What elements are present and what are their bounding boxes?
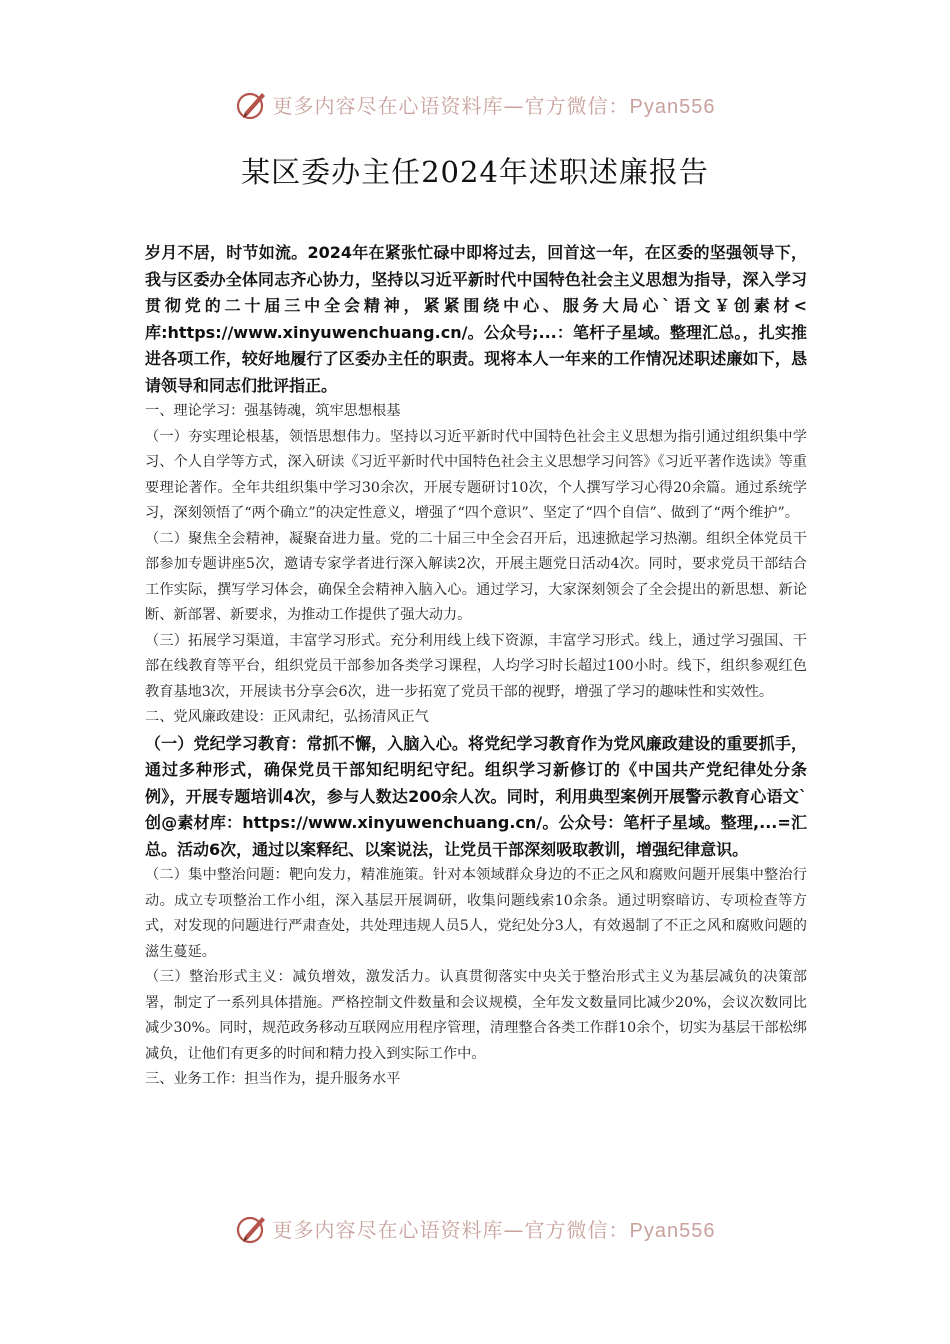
body-paragraph: （一）夯实理论根基，领悟思想伟力。坚持以习近平新时代中国特色社会主义思想为指引通过组织集中学习、个人自学等方式，深入研读《习近平新时代中国特色社会主义思想学习问答》《习近平著作选读》等重要理论著作。全年共组织集中学习30余次，开展专题研讨10次，个人撰写学习心得20余篇。通过系统学习，深刻领悟了“两个确立”的决定性意义，增强了“四个意识”、坚定了“四个自信”、做到了“两个维护”。 — [145, 428, 807, 521]
body-paragraph-bold: （一）党纪学习教育：常抓不懈，入脑入心。将党纪学习教育作为党风廉政建设的重要抓手，通过多种形式，确保党员干部知纪明纪守纪。组织学习新修订的《中国共产党纪律处分条例》，开展专题培训4次，参与人数达200余人次。同时，利用典型案例开展警示教育心语文`创@素材库：https://www.xinyuwenchuang.cn/。公众号：笔杆子星域。整理,...=汇总。活动6次，通过以案释纪、以案说法，让党员干部深刻吸取教训，增强纪律意识。 — [145, 733, 807, 859]
body-paragraph: （二）聚焦全会精神，凝聚奋进力量。党的二十届三中全会召开后，迅速掀起学习热潮。组织全体党员干部参加专题讲座5次，邀请专家学者进行深入解读2次，开展主题党日活动4次。同时，要求党员干部结合工作实际，撰写学习体会，确保全会精神入脑入心。通过学习，大家深刻领会了全会提出的新思想、新论断、新部署、新要求，为推动工作提供了强大动力。 — [145, 530, 807, 623]
body-paragraph: （三）拓展学习渠道，丰富学习形式。充分利用线上线下资源，丰富学习形式。线上，通过学习强国、干部在线教育等平台，组织党员干部参加各类学习课程，人均学习时长超过100小时。线下，组织参观红色教育基地3次，开展读书分享会6次，进一步拓宽了党员干部的视野，增强了学习的趣味性和实效性。 — [145, 632, 807, 700]
intro-paragraph: 岁月不居，时节如流。2024年在紧张忙碌中即将过去，回首这一年，在区委的坚强领导下，我与区委办全体同志齐心协力，坚持以习近平新时代中国特色社会主义思想为指导，深入学习贯彻党的二十届三中全会精神，紧紧围绕中心、服务大局心`语文￥创素材<库:https://www.xinyuwenchuang.cn/。公众号;...：笔杆子星域。整理汇总。，扎实推进各项工作，较好地履行了区委办主任的职责。现将本人一年来的工作情况述职述廉如下，恳请领导和同志们批评指正。 — [145, 243, 807, 395]
footer-banner — [0, 1208, 950, 1248]
section-heading: 三、业务工作：担当作为，提升服务水平 — [145, 1071, 401, 1087]
body-paragraph: （二）集中整治问题：靶向发力，精准施策。针对本领域群众身边的不正之风和腐败问题开展集中整治行动。成立专项整治工作小组，深入基层开展调研，收集问题线索10余条。通过明察暗访、专项检查等方式，对发现的问题进行严肃查处，共处理违规人员5人，党纪处分3人，有效遏制了不正之风和腐败问题的滋生蔓延。 — [145, 867, 807, 960]
pen-logo-icon — [235, 87, 269, 121]
header-banner — [0, 84, 950, 124]
section-heading: 二、党风廉政建设：正风肃纪，弘扬清风正气 — [145, 709, 429, 725]
body-paragraph: （三）整治形式主义：减负增效，激发活力。认真贯彻落实中央关于整治形式主义为基层减负的决策部署，制定了一系列具体措施。严格控制文件数量和会议规模，全年发文数量同比减少20%，会议次数同比减少30%。同时，规范政务移动互联网应用程序管理，清理整合各类工作群10余个，切实为基层干部松绑减负，让他们有更多的时间和精力投入到实际工作中。 — [145, 969, 807, 1062]
banner-text: 更多内容尽在心语资料库—官方微信：Pyan556 — [272, 1217, 716, 1242]
section-heading: 一、理论学习：强基铸魂，筑牢思想根基 — [145, 403, 401, 419]
document-body — [145, 240, 807, 1093]
pen-logo-icon — [235, 1211, 269, 1245]
banner-text: 更多内容尽在心语资料库—官方微信：Pyan556 — [272, 93, 716, 118]
document-title: 某区委办主任2024年述职述廉报告 — [241, 155, 709, 189]
